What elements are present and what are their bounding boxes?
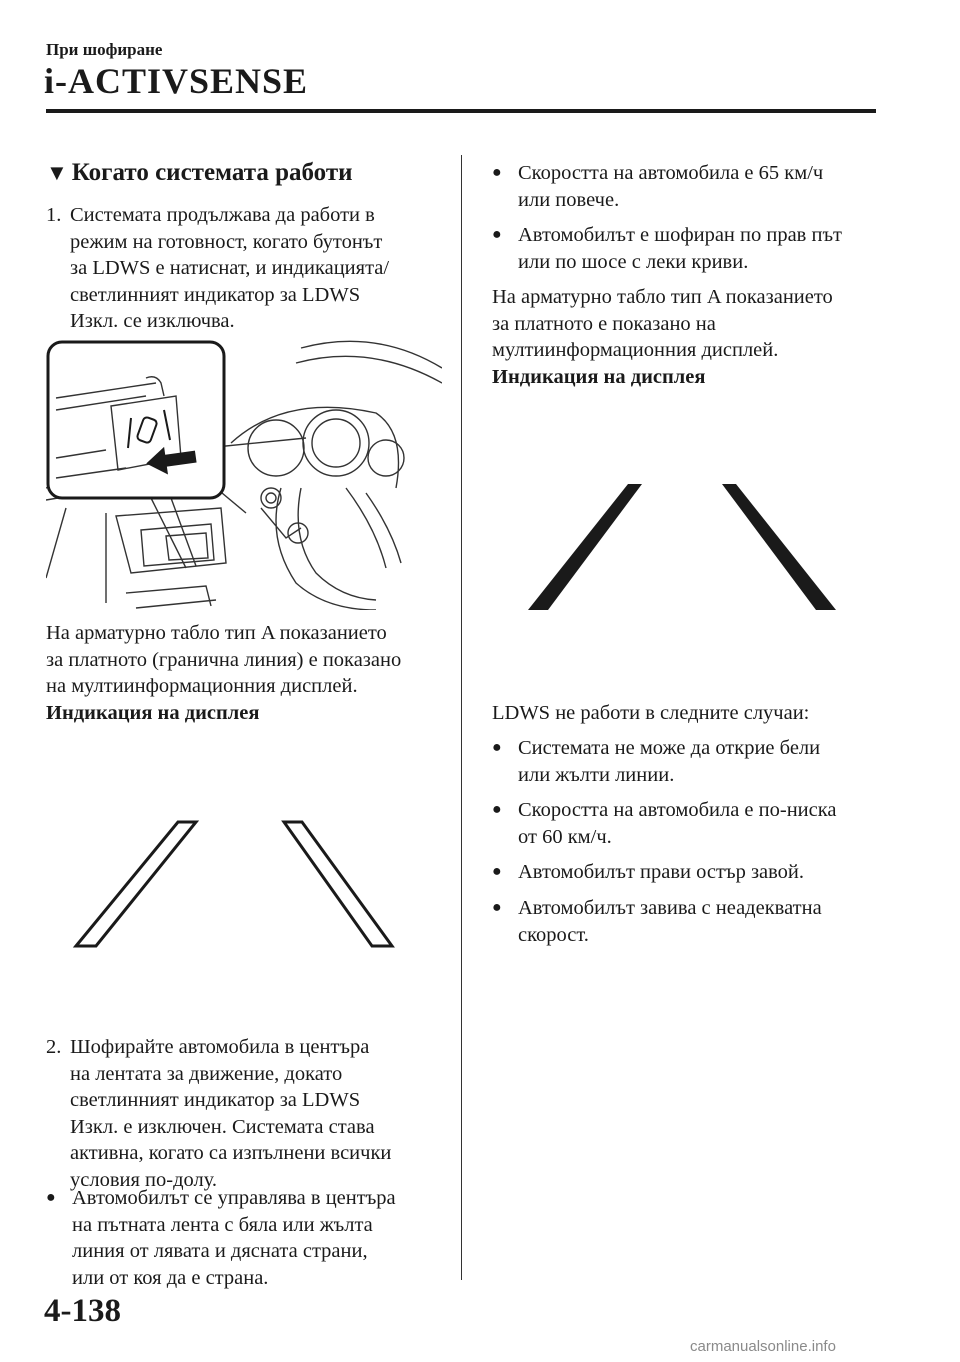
right-lane-line: [722, 484, 836, 610]
paragraph-line: На арматурно табло тип A показанието: [492, 286, 833, 308]
list-item-line: линия от лявата и дясната страни,: [72, 1240, 368, 1262]
step-1: [46, 202, 446, 335]
paragraph: [492, 284, 892, 390]
triangle-down-icon: ▼: [46, 160, 68, 185]
list-item: [492, 895, 892, 948]
step-1-line: светлинният индикатор за LDWS: [70, 283, 361, 306]
list-item-line: или повече.: [518, 188, 620, 211]
paragraph-line: за платното е показано на: [492, 312, 716, 335]
list-item-line: от 60 км/ч.: [518, 825, 612, 848]
step-1-line: за LDWS е натиснат, и индикацията/: [70, 257, 390, 279]
step-2-line: активна, когато са изпълнени всички: [70, 1142, 392, 1164]
step-2-line: светлинният индикатор за LDWS: [70, 1089, 361, 1111]
step-number: 1.: [46, 204, 62, 226]
list-item-line: Автомобилът завива с неадекватна: [518, 897, 822, 919]
paragraph-line: на мултиинформационния дисплей.: [46, 675, 358, 697]
step-1-line: режим на готовност, когато бутонът: [70, 230, 383, 253]
list-item-line: Системата не може да открие бели: [518, 737, 821, 759]
section-heading: [46, 160, 446, 187]
left-lane-line: [528, 484, 642, 610]
watermark: carmanualsonline.info: [690, 1338, 836, 1355]
paragraph-line: мултиинформационния дисплей.: [492, 339, 779, 361]
step-2-line: условия по-долу.: [70, 1168, 218, 1191]
step-2-line: на лентата за движение, докато: [70, 1062, 343, 1085]
right-lane-line: [284, 822, 392, 946]
header-rule: [46, 109, 876, 113]
lane-lines-display-left: [46, 810, 446, 960]
dashboard-illustration: [46, 338, 442, 610]
bullet-icon: ●: [492, 899, 502, 916]
list-item: [492, 160, 892, 213]
list-item: [46, 1185, 446, 1291]
bullet-icon: ●: [492, 863, 502, 880]
bullet-icon: ●: [492, 226, 502, 243]
section-heading-text: Когато системата работи: [71, 159, 353, 186]
step-1-line: Изкл. се изключва.: [70, 310, 235, 332]
page-number: 4-138: [44, 1293, 121, 1329]
list-item-line: Автомобилът се управлява в центъра: [72, 1187, 396, 1209]
step-number: 2.: [46, 1036, 62, 1058]
not-working-intro: LDWS не работи в следните случаи:: [492, 702, 810, 724]
bullet-icon: ●: [46, 1189, 56, 1206]
list-item-line: Скоростта на автомобила е 65 км/ч: [518, 162, 824, 184]
list-item-line: Автомобилът прави остър завой.: [518, 861, 805, 883]
bullet-icon: ●: [492, 164, 502, 181]
bullet-icon: ●: [492, 739, 502, 756]
paragraph-line: за платното (гранична линия) е показано: [46, 648, 402, 671]
lane-lines-display-right: [480, 470, 880, 620]
list-item: [492, 797, 892, 850]
display-label: Индикация на дисплея: [492, 365, 706, 388]
list-item-line: на пътната лента с бяла или жълта: [72, 1213, 373, 1236]
list-item-line: Автомобилът е шофиран по прав път: [518, 224, 843, 246]
chapter-title: i-ACTIVSENSE: [44, 61, 309, 101]
step-2: [46, 1034, 446, 1193]
step-1-line: Системата продължава да работи в: [70, 204, 375, 226]
list-item-line: или по шосе с леки криви.: [518, 250, 749, 273]
list-item: [492, 735, 892, 788]
list-item-line: скорост.: [518, 923, 589, 946]
column-divider: [461, 155, 462, 1280]
step-2-line: Шофирайте автомобила в центъра: [70, 1036, 370, 1058]
list-item-line: или от коя да е страна.: [72, 1266, 269, 1289]
step-2-line: Изкл. е изключен. Системата става: [70, 1115, 375, 1138]
list-item: [492, 222, 892, 275]
list-item: [492, 859, 892, 886]
list-item-line: или жълти линии.: [518, 763, 675, 786]
left-lane-line: [76, 822, 196, 946]
list-item-line: Скоростта на автомобила е по-ниска: [518, 799, 837, 821]
display-label: Индикация на дисплея: [46, 701, 260, 724]
paragraph: [46, 620, 446, 726]
section-label: При шофиране: [46, 40, 163, 59]
bullet-icon: ●: [492, 801, 502, 818]
paragraph-line: На арматурно табло тип A показанието: [46, 622, 387, 644]
